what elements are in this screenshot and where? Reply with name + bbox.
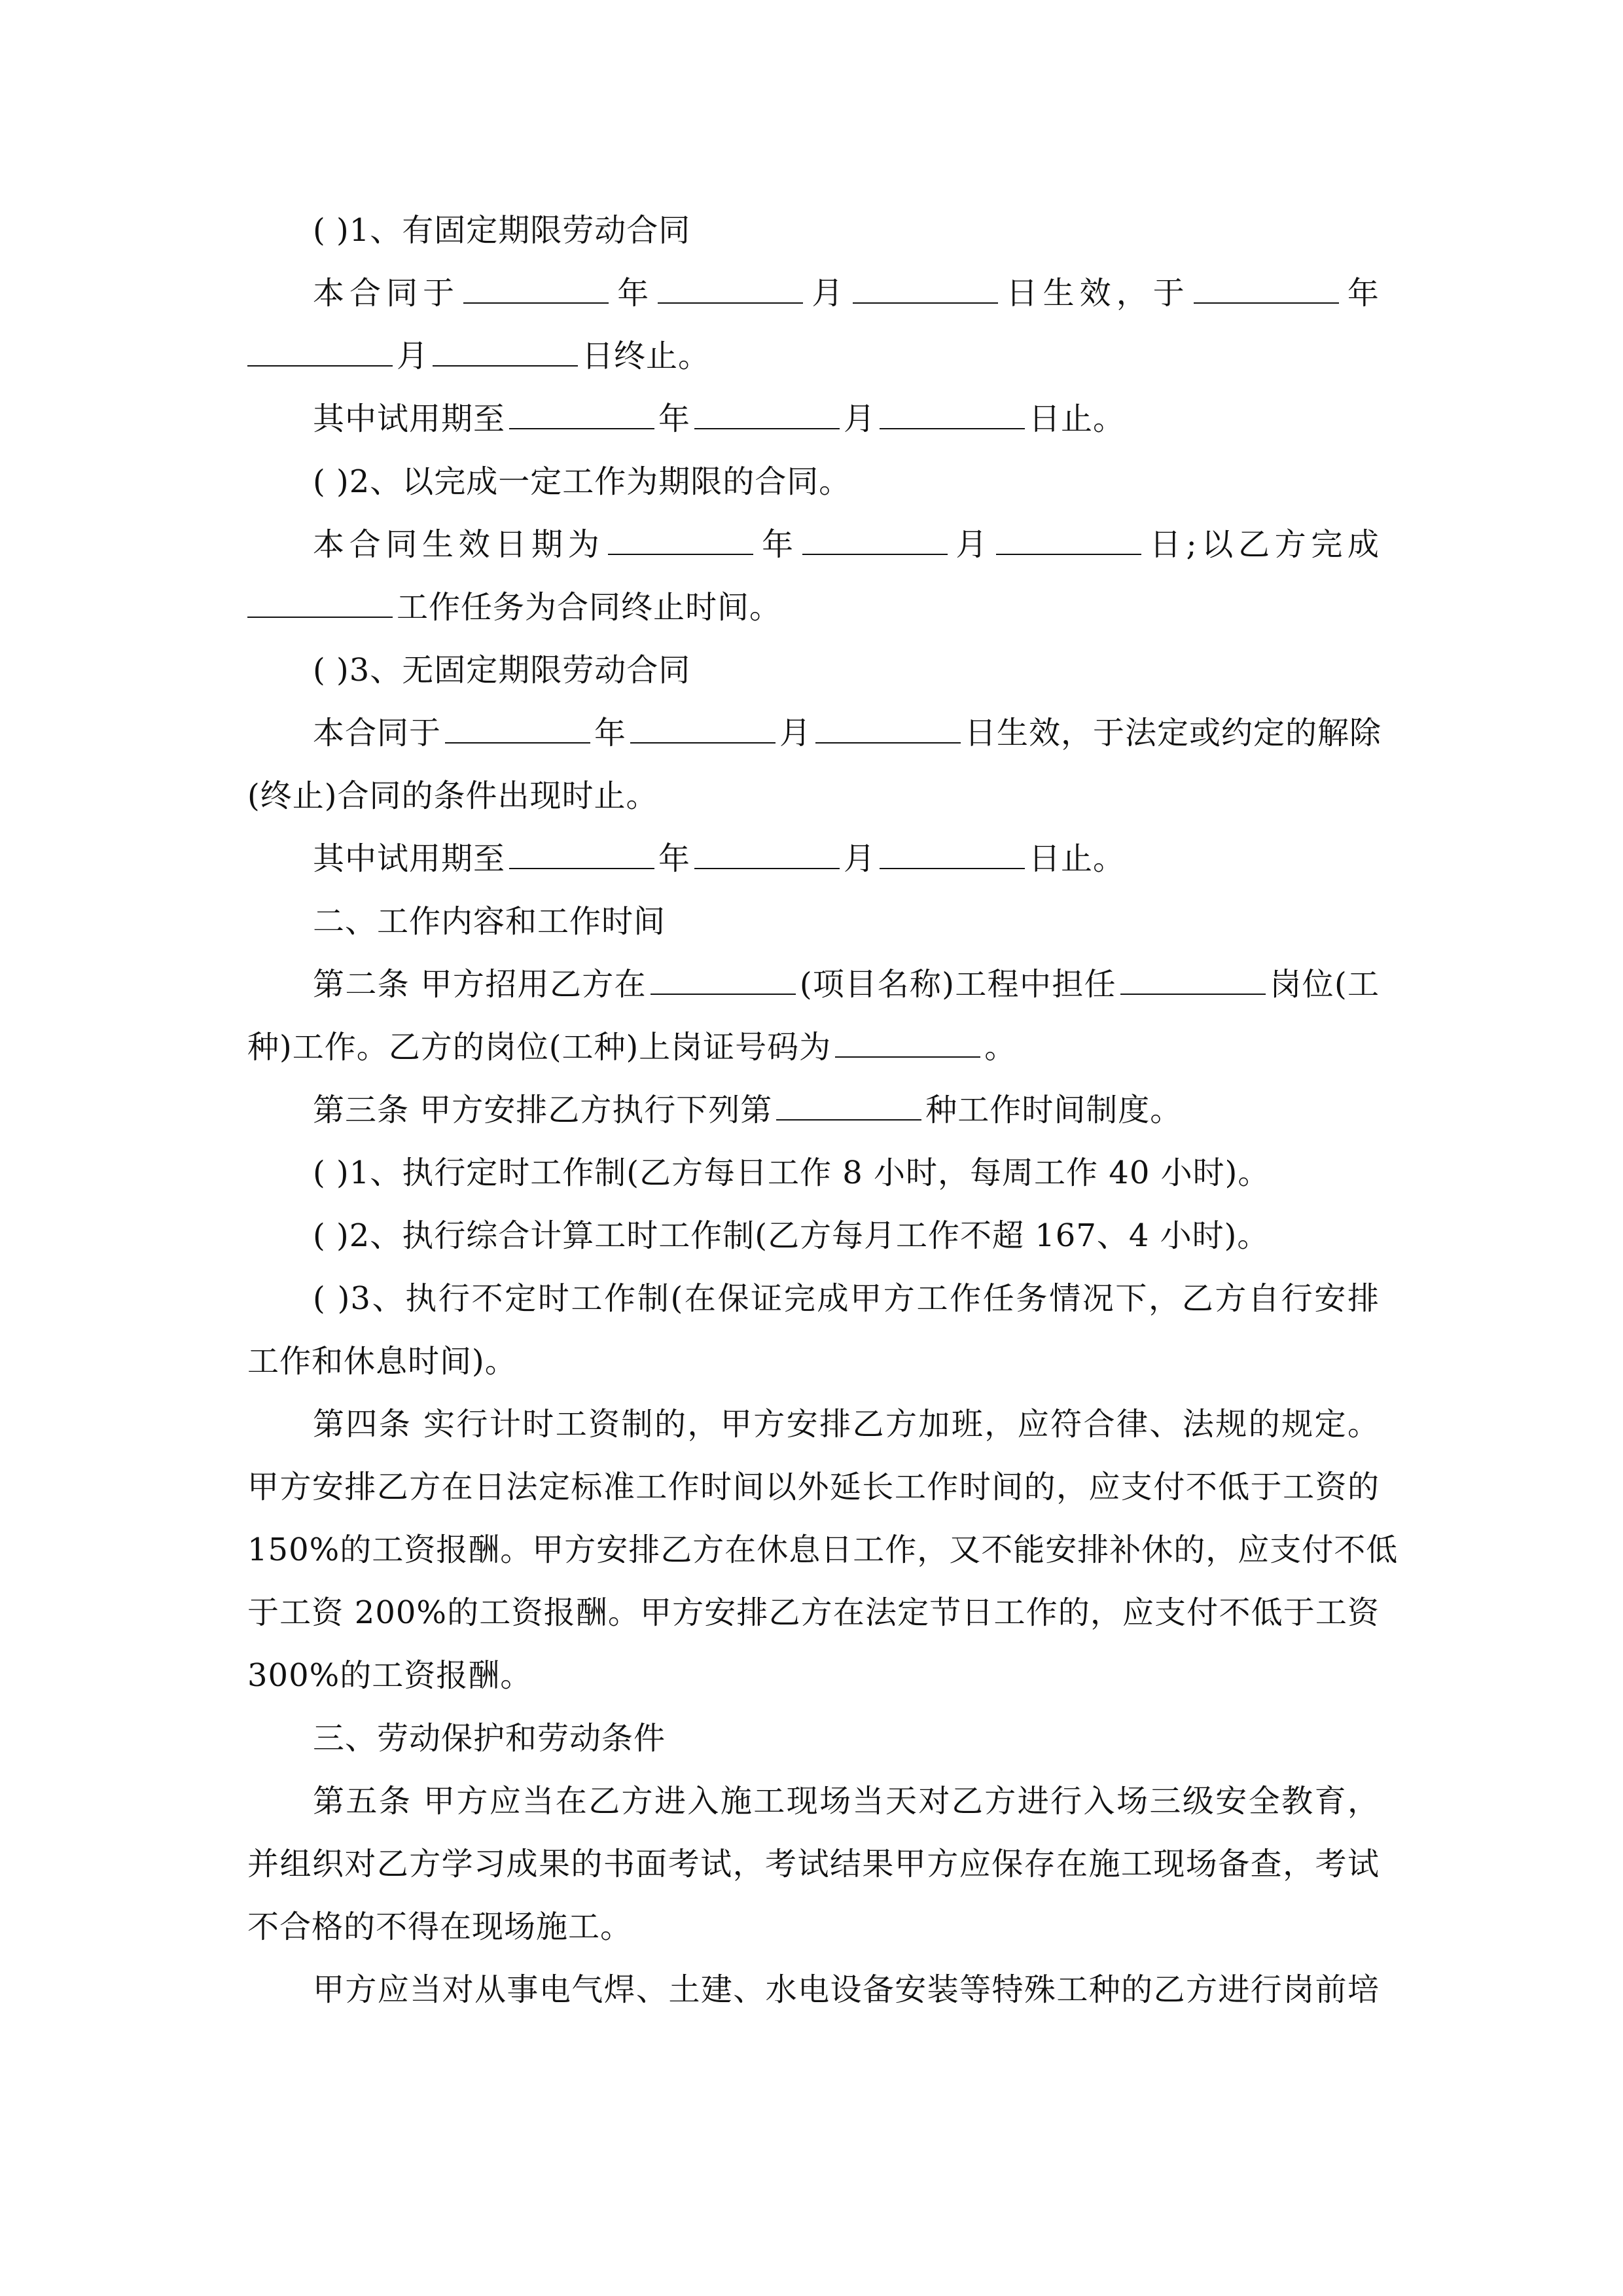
text: 不合格的不得在现场施工。 [247,1909,633,1945]
work-hours-option-3 [313,1279,1380,1318]
text: 年 [613,275,654,312]
text: 三、劳动保护和劳动条件 [313,1720,666,1757]
fill-blank[interactable] [694,399,840,429]
fill-blank[interactable] [658,274,803,304]
article-4-line-4 [247,1593,1380,1632]
fill-blank[interactable] [247,336,393,367]
fill-blank[interactable] [776,1090,921,1121]
text: 并组织对乙方学习成果的书面考试，考试结果甲方应保存在施工现场备查，考试 [247,1846,1380,1882]
text: 岗位(工 [1269,966,1380,1003]
task-term-end-line [247,588,1380,627]
article-2-line-2 [247,1028,1380,1067]
text: 甲方应当对从事电气焊、土建、水电设备安装等特殊工种的乙方进行岗前培 [313,1971,1380,2008]
text: 300%的工资报酬。 [247,1657,533,1694]
clause-option-3 [313,651,1445,690]
text: 日生效，于 [1001,275,1190,312]
article-4-line-1 [313,1405,1380,1444]
clause-option-1 [313,211,1445,250]
text: 月 [951,526,993,563]
text: 月 [397,338,429,374]
fill-blank[interactable] [463,274,609,304]
fixed-term-end-line [247,336,1380,376]
article-2-line-1 [313,965,1380,1004]
text: 。 [984,1029,1017,1066]
text: 第二条 甲方招用乙方在 [313,966,647,1003]
fill-blank[interactable] [630,713,776,744]
text: 本合同生效日期为 [313,526,605,563]
article-4-line-3 [247,1530,1399,1570]
text: 其中试用期至 [313,401,506,437]
fill-blank[interactable] [880,399,1025,429]
fill-blank[interactable] [1120,965,1266,995]
text: 月 [779,715,812,751]
fill-blank[interactable] [835,1028,980,1058]
fill-blank[interactable] [802,525,948,555]
fill-blank[interactable] [1194,274,1339,304]
text: 种工作时间制度。 [925,1092,1183,1128]
fill-blank[interactable] [880,839,1025,869]
text: 月 [844,840,876,877]
article-5-line-2 [247,1844,1380,1884]
text: 本合同于 [313,715,442,751]
fill-blank[interactable] [651,965,796,995]
section-heading-2 [313,902,1445,941]
text: 年 [658,840,691,877]
text: ( )2、执行综合计算工时工作制(乙方每月工作不超 167、4 小时)。 [313,1217,1270,1254]
text: 年 [594,715,627,751]
article-5-line-4 [313,1970,1380,2009]
text: ( )3、执行不定时工作制(在保证完成甲方工作任务情况下，乙方自行安排 [313,1280,1380,1317]
article-4-line-5 [247,1656,1380,1695]
article-4-line-2 [247,1467,1380,1507]
fill-blank[interactable] [247,588,393,618]
text: 150%的工资报酬。甲方安排乙方在休息日工作，又不能安排补休的，应支付不低 [247,1532,1399,1568]
section-heading-3 [313,1719,1445,1758]
text: 日;以乙方完成 [1145,526,1380,563]
text: ( )1、有固定期限劳动合同 [313,212,691,249]
text: 日止。 [1029,840,1126,877]
text: 年 [658,401,691,437]
fill-blank[interactable] [433,336,578,367]
text: 种)工作。乙方的岗位(工种)上岗证号码为 [247,1029,832,1066]
article-3-line [313,1090,1445,1130]
work-hours-option-2 [313,1216,1445,1255]
text: 甲方安排乙方在日法定标准工作时间以外延长工作时间的，应支付不低于工资的 [247,1469,1380,1505]
fixed-term-effective-line [313,274,1380,313]
text: 月 [844,401,876,437]
fill-blank[interactable] [509,399,654,429]
fill-blank[interactable] [445,713,590,744]
fill-blank[interactable] [694,839,840,869]
fill-blank[interactable] [853,274,998,304]
task-term-effective-line [313,525,1380,564]
text: ( )2、以完成一定工作为期限的合同。 [313,463,851,500]
fill-blank[interactable] [815,713,961,744]
work-hours-option-1 [313,1153,1445,1193]
text: 于工资 200%的工资报酬。甲方安排乙方在法定节日工作的，应支付不低于工资 [247,1594,1380,1631]
text: (项目名称)工程中担任 [799,966,1116,1003]
clause-option-2 [313,462,1445,501]
fill-blank[interactable] [996,525,1141,555]
article-5-line-1 [313,1782,1380,1821]
probation-line-2 [313,839,1445,878]
article-5-line-3 [247,1907,1380,1946]
work-hours-option-3-cont [247,1342,1380,1381]
text: 工作和休息时间)。 [247,1343,517,1380]
text: 月 [807,275,849,312]
text: 第四条 实行计时工资制的，甲方安排乙方加班，应符合律、法规的规定。 [313,1406,1380,1443]
text: 日终止。 [582,338,711,374]
open-term-effective-line [313,713,1380,753]
text: 第五条 甲方应当在乙方进入施工现场当天对乙方进行入场三级安全教育， [313,1783,1380,1820]
fill-blank[interactable] [608,525,753,555]
text: ( )3、无固定期限劳动合同 [313,652,691,689]
text: 本合同于 [313,275,460,312]
text: (终止)合同的条件出现时止。 [247,778,658,814]
text: 二、工作内容和工作时间 [313,903,666,940]
fill-blank[interactable] [509,839,654,869]
open-term-end-line [247,776,1380,816]
text: 日生效，于法定或约定的解除 [965,715,1382,751]
text: 工作任务为合同终止时间。 [397,589,782,626]
text: 年 [757,526,798,563]
text: 第三条 甲方安排乙方执行下列第 [313,1092,773,1128]
text: ( )1、执行定时工作制(乙方每日工作 8 小时，每周工作 40 小时)。 [313,1155,1270,1191]
text: 年 [1342,275,1380,312]
text: 其中试用期至 [313,840,506,877]
probation-line-1 [313,399,1445,439]
text: 日止。 [1029,401,1126,437]
